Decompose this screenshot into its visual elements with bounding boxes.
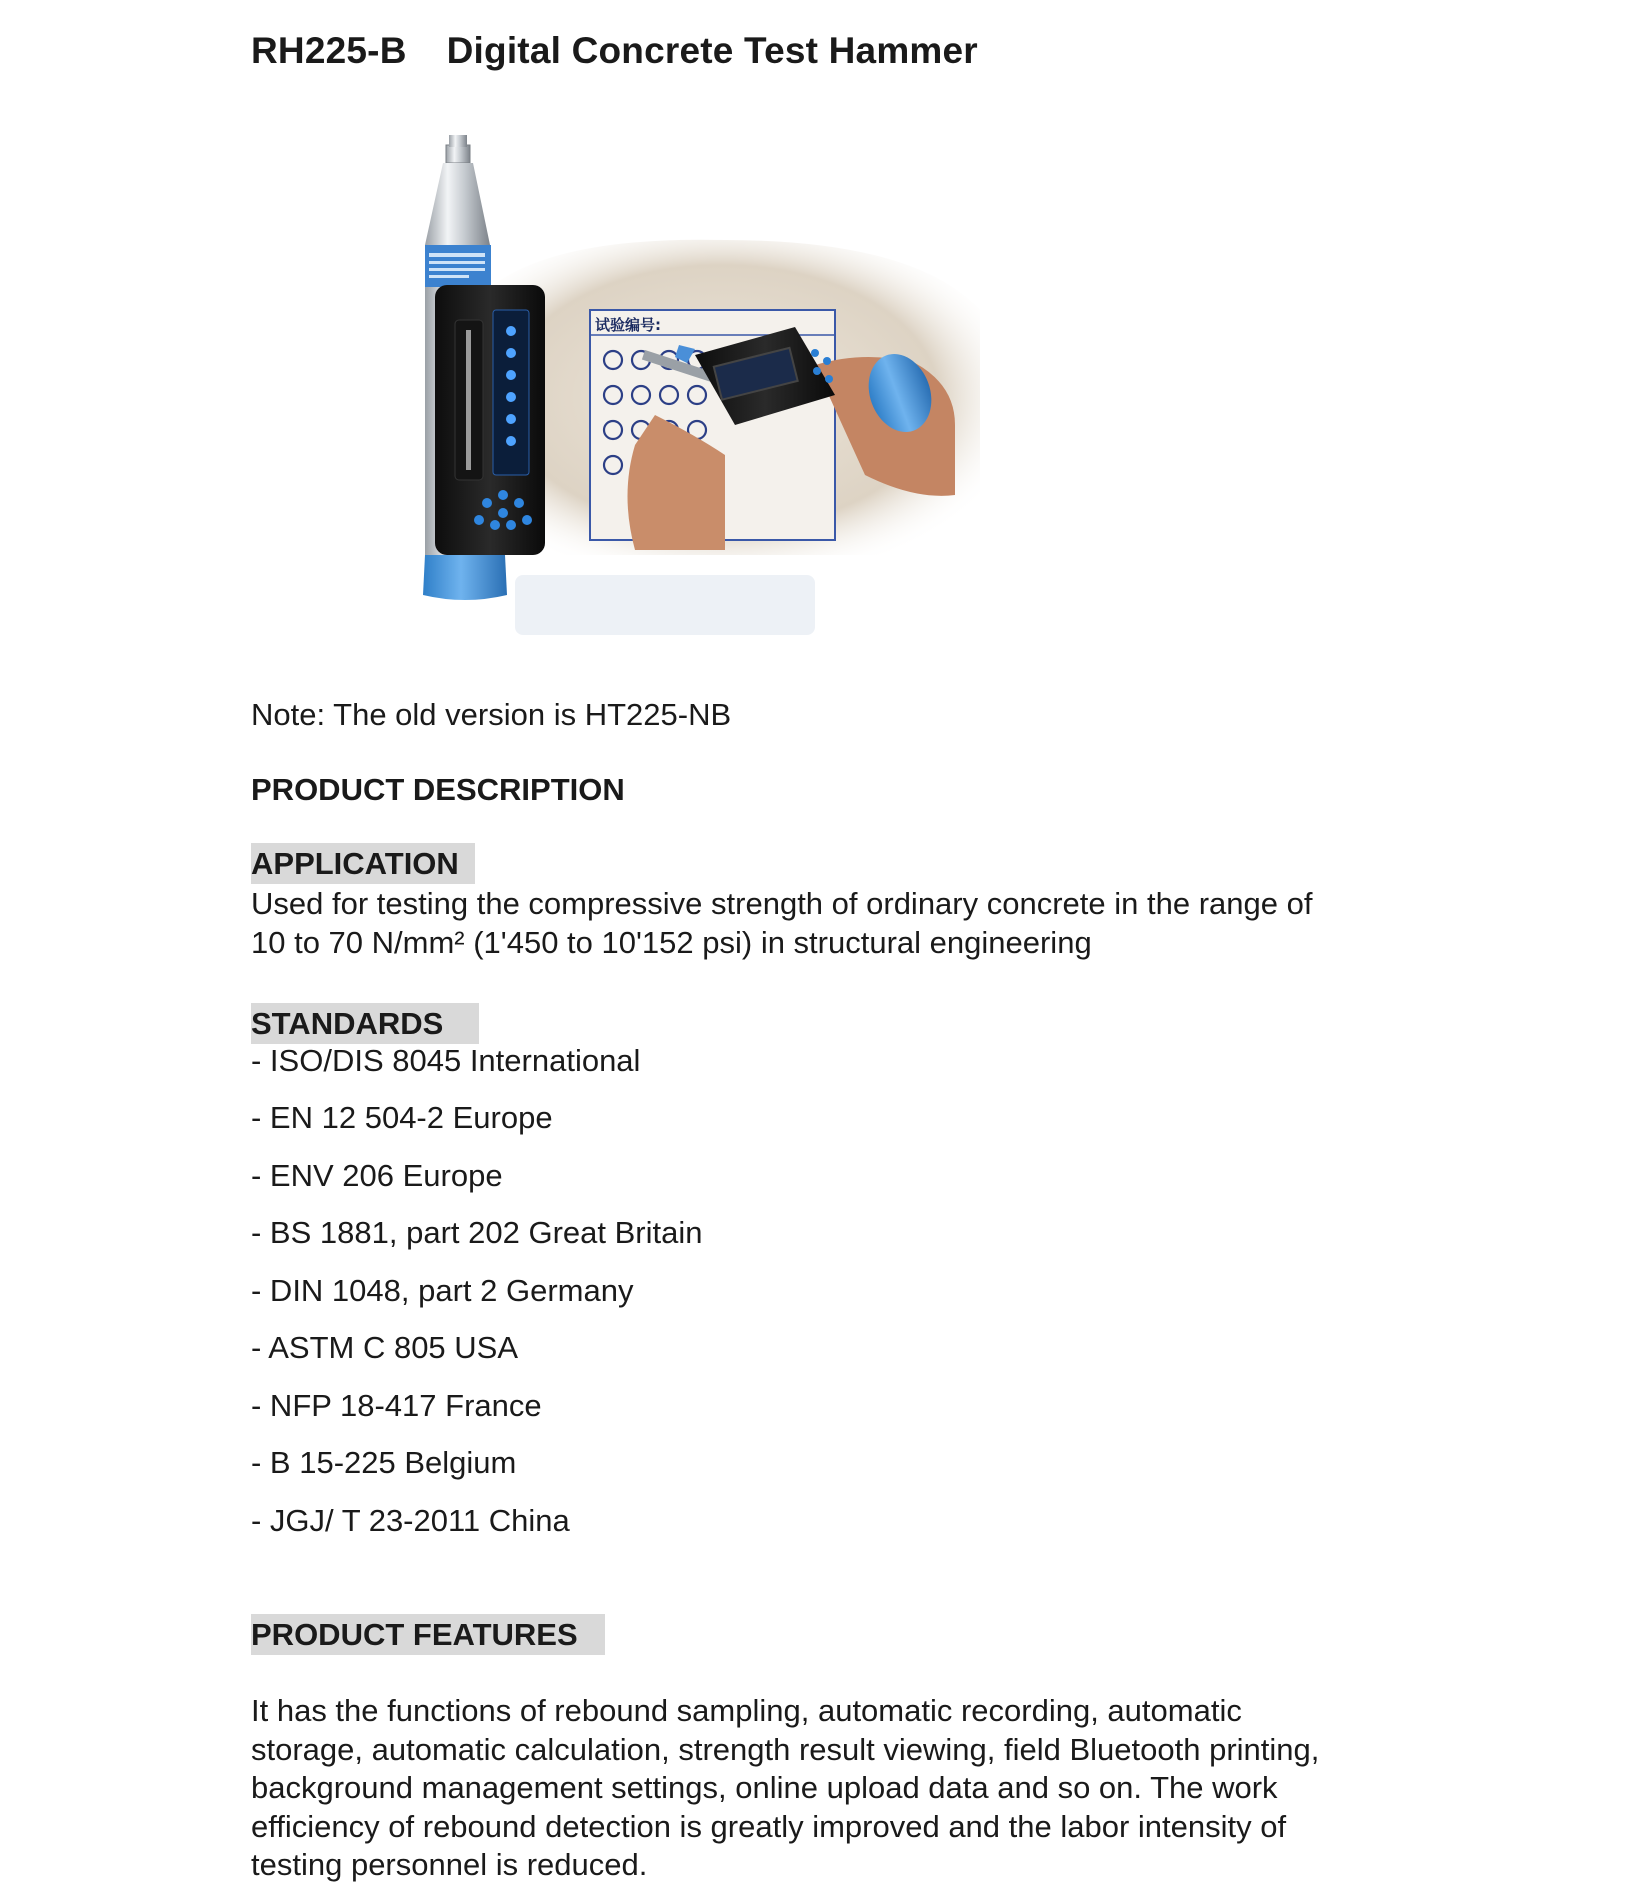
features-line: storage, automatic calculation, strength result viewing, field Bluetooth printing, — [251, 1731, 1320, 1767]
features-line: It has the functions of rebound sampling, automatic recording, automatic — [251, 1693, 1242, 1728]
features-text — [251, 1692, 1431, 1885]
standard-item: - ENV 206 Europe — [251, 1158, 503, 1193]
standards-heading: STANDARDS — [251, 1003, 479, 1044]
title-model: RH225-B — [251, 30, 407, 71]
version-note: Note: The old version is HT225-NB — [251, 697, 732, 732]
standard-item: - DIN 1048, part 2 Germany — [251, 1273, 634, 1308]
standard-item: - BS 1881, part 202 Great Britain — [251, 1215, 703, 1250]
standard-item: - JGJ/ T 23-2011 China — [251, 1503, 570, 1538]
application-text — [251, 885, 1431, 962]
standard-item: - ISO/DIS 8045 International — [251, 1043, 641, 1078]
standard-item: - B 15-225 Belgium — [251, 1445, 517, 1480]
features-line: efficiency of rebound detection is greatly improved and the labor intensity of — [251, 1808, 1287, 1844]
page-title — [251, 30, 978, 72]
application-heading: APPLICATION — [251, 843, 475, 884]
application-line: Used for testing the compressive strength of ordinary concrete in the range of — [251, 886, 1313, 921]
standard-item: - ASTM C 805 USA — [251, 1330, 519, 1365]
features-line: testing personnel is reduced. — [251, 1847, 648, 1882]
title-name: Digital Concrete Test Hammer — [446, 30, 978, 71]
reflection — [515, 575, 815, 635]
product-description-heading: PRODUCT DESCRIPTION — [251, 772, 625, 807]
product-photo — [395, 95, 985, 655]
test-hammer-device — [423, 135, 545, 600]
product-features-heading: PRODUCT FEATURES — [251, 1614, 605, 1655]
application-line: 10 to 70 N/mm² (1'450 to 10'152 psi) in structural engineering — [251, 924, 1092, 960]
standard-item: - NFP 18-417 France — [251, 1388, 542, 1423]
grid-label: 试验编号: — [595, 316, 661, 334]
standard-item: - EN 12 504-2 Europe — [251, 1100, 553, 1135]
features-line: background management settings, online upload data and so on. The work — [251, 1770, 1278, 1805]
